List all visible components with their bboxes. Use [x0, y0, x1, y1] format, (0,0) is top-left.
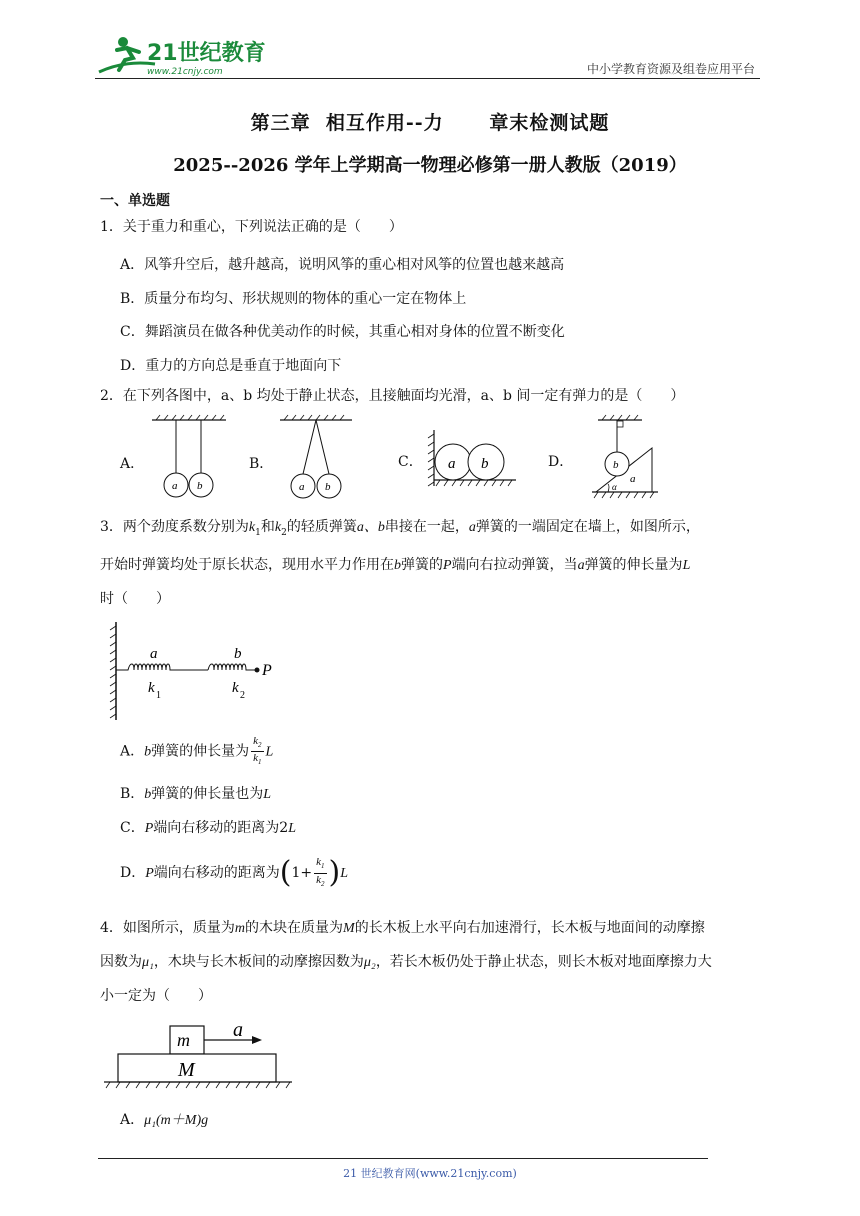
k2-fig-sub: 2 — [240, 690, 245, 701]
header-rule — [95, 78, 760, 79]
wedge-a: a — [630, 473, 636, 485]
q3-text-2: 的轻质弹簧 — [286, 519, 357, 535]
q3-option-a — [120, 735, 273, 768]
frac-k1: k — [253, 752, 259, 765]
frac-k2: k — [316, 873, 322, 886]
q4-opt-a-expr: μ₁(m＋M)g — [144, 1113, 209, 1128]
k2-over-k1 — [251, 735, 263, 768]
q3-and: 和 — [260, 519, 275, 535]
title-line-2: 2025--2026 学年上学期高一物理必修第一册人教版（2019） — [173, 155, 687, 176]
q4-text-5: ，木块与长木板间的动摩擦因数为 — [153, 954, 364, 970]
q3-l: L — [682, 558, 691, 573]
m-symbol: m — [234, 921, 246, 936]
q3-p: P — [443, 558, 452, 573]
q3-stem-line-2 — [100, 550, 770, 581]
l-symbol: L — [340, 866, 349, 881]
opt-d-prefix: D． — [120, 865, 146, 881]
ball-b: b — [325, 481, 331, 493]
opt-b-text: 弹簧的伸长量也为 — [151, 786, 264, 802]
q4-text-1: 4．如图所示，质量为 — [100, 920, 235, 936]
spring-b-label: b — [234, 646, 242, 662]
q3-option-b — [120, 783, 271, 803]
q4-block-figure — [100, 1016, 300, 1090]
q4-text-6: ，若长木板仍处于静止状态，则长木板对地面摩擦力大 — [375, 954, 712, 970]
k1-symbol: k — [248, 520, 256, 535]
opt-c-prefix: C． — [120, 820, 145, 836]
opt-d-text: 端向右移动的距离为 — [153, 865, 280, 881]
k2-fig-label: k — [232, 680, 239, 696]
mu1-symbol: μ₁ — [142, 955, 154, 970]
q4-text-2: 的木块在质量为 — [245, 920, 344, 936]
k1-over-k2 — [314, 856, 326, 889]
k1-sub: 1 — [255, 527, 261, 538]
ball-b: b — [613, 459, 619, 471]
q2-label-d: D． — [548, 454, 574, 470]
ball-a: a — [172, 480, 178, 492]
q1-option-d: D．重力的方向总是垂直于地面向下 — [120, 358, 342, 374]
q2-stem: 2．在下列各图中，a、b 均处于静止状态，且接触面均光滑，a、b 间一定有弹力的是（ ） — [100, 388, 685, 404]
q3-a2: a — [577, 558, 585, 573]
ball-a: a — [448, 456, 456, 472]
q3-text-7: 端向右拉动弹簧，当 — [451, 557, 578, 573]
q3-option-c — [120, 817, 296, 837]
q2-label-a: A． — [120, 456, 145, 472]
q2-figure-c — [422, 400, 518, 492]
title-line-1: 第三章 相互作用--力 章末检测试题 — [250, 112, 610, 134]
q2-label-c: C． — [398, 454, 423, 470]
k1-fig-label: k — [148, 680, 155, 696]
q3-text-8: 弹簧的伸长量为 — [584, 557, 683, 573]
big-m-symbol: M — [343, 921, 355, 936]
q3-text-5: 开始时弹簧均处于原长状态，现用水平力作用在 — [100, 557, 394, 573]
q3-b: b — [394, 558, 401, 573]
site-logo — [95, 30, 265, 80]
q3-ab: a、b — [356, 520, 385, 535]
logo-url: www.21cnjy.com — [147, 67, 223, 77]
k2-sub: 2 — [281, 527, 287, 538]
footer-rule — [98, 1158, 708, 1159]
l-symbol: L — [263, 787, 272, 802]
frac-k2-sub: 2 — [321, 879, 325, 888]
one-plus: 1+ — [291, 865, 313, 881]
q1-stem: 1．关于重力和重心，下列说法正确的是（ ） — [100, 219, 403, 235]
l-symbol: L — [265, 744, 274, 760]
b-symbol: b — [144, 744, 152, 760]
block-m-label: m — [177, 1030, 190, 1050]
frac-k1-sub: 1 — [258, 758, 262, 767]
b-symbol: b — [144, 787, 152, 802]
q1-option-c: C．舞蹈演员在做各种优美动作的时候，其重心相对身体的位置不断变化 — [120, 324, 565, 340]
mu2-symbol: μ₂ — [363, 955, 376, 970]
q3-spring-figure — [100, 620, 290, 724]
q3-stem-line-3: 时（ ） — [100, 591, 170, 607]
q3-text-3: 串接在一起， — [384, 519, 469, 535]
q3-option-d: D．P端向右移动的距离为(1+ $\frac{k_1}{k_2}$ )L — [120, 855, 349, 890]
frac-k1: k — [316, 856, 322, 869]
accel-label: a — [233, 1019, 243, 1041]
footer-link[interactable]: 21 世纪教育网(www.21cnjy.com) — [343, 1167, 517, 1180]
q2-figure-b — [276, 414, 356, 500]
q4-stem-line-2 — [100, 947, 770, 978]
p-symbol: P — [145, 866, 154, 881]
section-heading: 一、单选题 — [100, 193, 170, 209]
board-m-label: M — [178, 1059, 195, 1081]
q2-figure-a — [148, 414, 230, 500]
frac-k2-sub: 2 — [258, 741, 262, 750]
q4-opt-a-prefix: A． — [120, 1112, 145, 1128]
point-p-label: P — [262, 662, 272, 679]
k1-fig-sub: 1 — [156, 690, 161, 701]
q3-text-4: 弹簧的一端固定在墙上，如图所示， — [475, 519, 700, 535]
k2-symbol: k — [274, 520, 282, 535]
q3-text-1: 3．两个劲度系数分别为 — [100, 519, 249, 535]
ball-b: b — [197, 480, 203, 492]
frac-k2: k — [253, 735, 259, 747]
platform-name: 中小学教育资源及组卷应用平台 — [586, 62, 755, 76]
q4-stem-line-1 — [100, 913, 770, 944]
l-symbol: L — [288, 821, 296, 836]
spring-a-label: a — [150, 646, 158, 662]
q4-text-4: 因数为 — [100, 954, 142, 970]
opt-a-prefix: A． — [120, 743, 145, 760]
q4-text-3: 的长木板上水平向右加速滑行，长木板与地面间的动摩擦 — [354, 920, 705, 936]
opt-b-prefix: B． — [120, 786, 145, 802]
q2-figure-d — [586, 414, 666, 500]
q2-label-b: B． — [249, 456, 274, 472]
ball-b: b — [481, 456, 489, 472]
q4-stem-line-3: 小一定为（ ） — [100, 988, 212, 1004]
q3-text-6: 弹簧的 — [401, 557, 443, 573]
q3-stem-line-1 — [100, 512, 770, 548]
p-symbol: P — [144, 821, 154, 836]
opt-c-text: 端向右移动的距离为2 — [153, 820, 289, 836]
q4-option-a — [120, 1109, 208, 1129]
angle-alpha: α — [612, 482, 617, 492]
logo-text: 21世纪教育 — [147, 41, 265, 66]
opt-a-text: 弹簧的伸长量为 — [151, 743, 250, 760]
ball-a: a — [299, 481, 305, 493]
q1-option-a: A．风筝升空后，越升越高，说明风筝的重心相对风筝的位置也越来越高 — [120, 257, 565, 273]
q3-a: a — [468, 520, 476, 535]
frac-k1-sub: 1 — [321, 862, 325, 871]
q1-option-b: B．质量分布均匀、形状规则的物体的重心一定在物体上 — [120, 291, 467, 307]
